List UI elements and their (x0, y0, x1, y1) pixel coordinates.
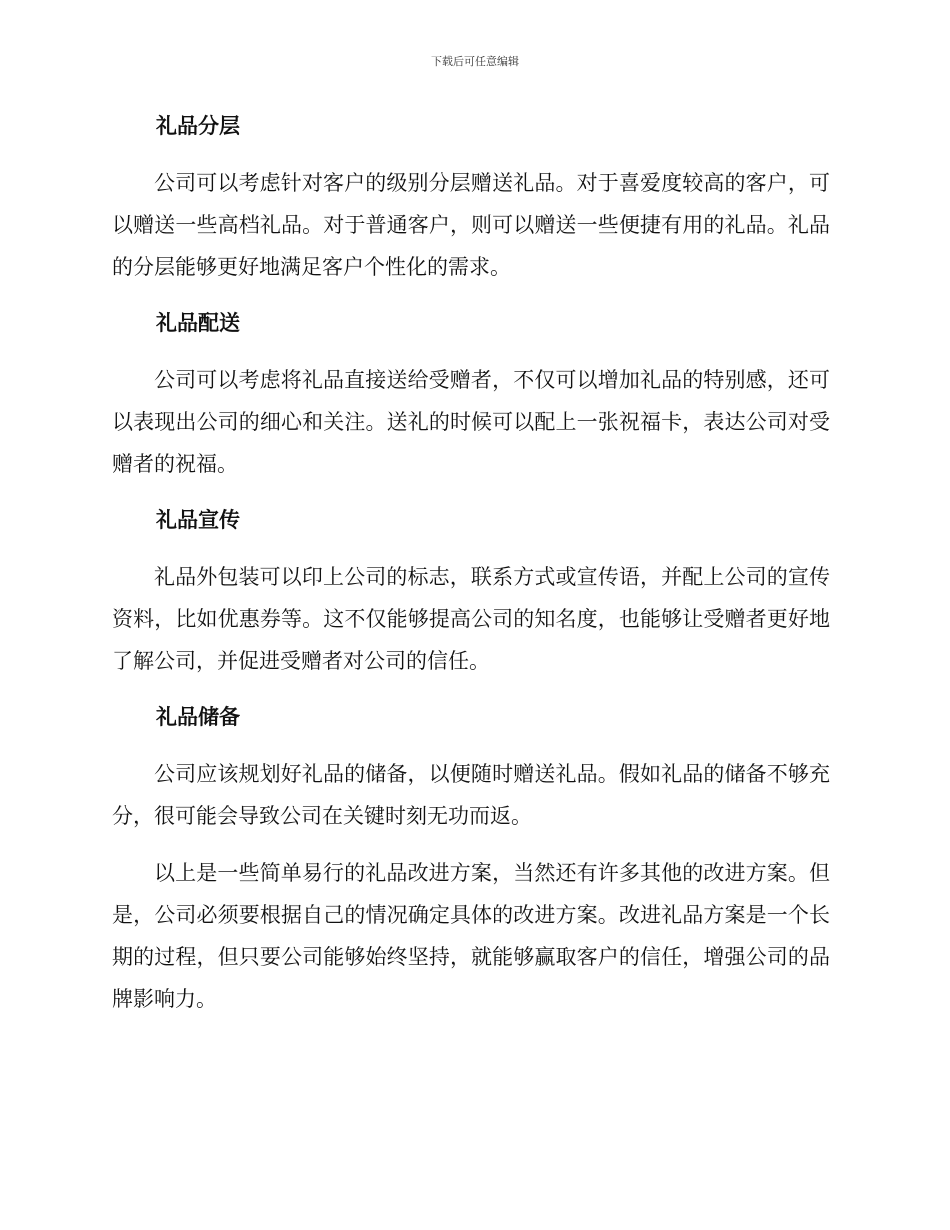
section-paragraph-gift-reserve: 公司应该规划好礼品的储备，以便随时赠送礼品。假如礼品的储备不够充分，很可能会导致公司在关键时刻无功而返。 (112, 762, 830, 828)
section-paragraph-gift-delivery: 公司可以考虑将礼品直接送给受赠者，不仅可以增加礼品的特别感，还可以表现出公司的细心和关注。送礼的时候可以配上一张祝福卡，表达公司对受赠者的祝福。 (112, 368, 830, 476)
conclusion-paragraph: 以上是一些简单易行的礼品改进方案，当然还有许多其他的改进方案。但是，公司必须要根据自己的情况确定具体的改进方案。改进礼品方案是一个长期的过程，但只要公司能够始终坚持，就能够赢取客户的信任，增强公司的品牌影响力。 (112, 861, 830, 1011)
section-heading-gift-promotion: 礼品宣传 (156, 508, 240, 532)
running-header: 下载后可任意编辑 (431, 55, 519, 68)
section-heading-gift-delivery: 礼品配送 (156, 311, 240, 335)
section-heading-gift-tiers: 礼品分层 (156, 114, 240, 138)
section-paragraph-gift-promotion: 礼品外包装可以印上公司的标志，联系方式或宣传语，并配上公司的宣传资料，比如优惠券等。这不仅能够提高公司的知名度，也能够让受赠者更好地了解公司，并促进受赠者对公司的信任。 (112, 565, 830, 673)
document-body (112, 106, 830, 1020)
section-paragraph-gift-tiers: 公司可以考虑针对客户的级别分层赠送礼品。对于喜爱度较高的客户，可以赠送一些高档礼品。对于普通客户，则可以赠送一些便捷有用的礼品。礼品的分层能够更好地满足客户个性化的需求。 (112, 171, 830, 279)
section-heading-gift-reserve: 礼品储备 (156, 705, 240, 729)
